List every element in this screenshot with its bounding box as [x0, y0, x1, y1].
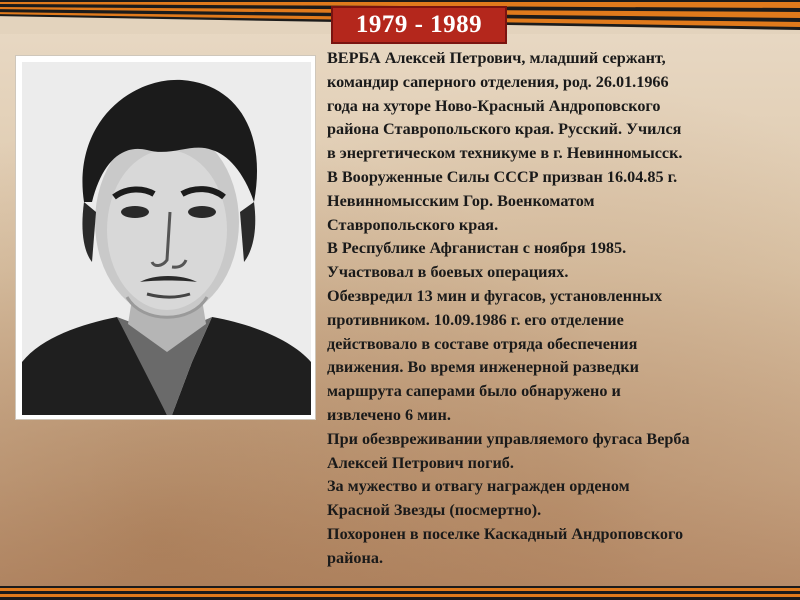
years-label: 1979 - 1989 [355, 11, 483, 38]
bio-line: ВЕРБА Алексей Петрович, младший сержант, [327, 49, 666, 67]
bio-line: Участвовал в боевых операциях. [327, 263, 569, 282]
bio-line: командир саперного отделения, род. 26.01.1966 [327, 72, 669, 91]
bio-line: В Вооруженные Силы СССР призван 16.04.85 г. [327, 167, 678, 186]
bio-line: извлечено 6 мин. [327, 405, 451, 424]
bio-line: противником. 10.09.1986 г. его отделение [327, 310, 624, 329]
bio-line: Невинномысским Гор. Военкоматом [327, 191, 595, 210]
bio-line: района Ставропольского края. Русский. Учился [327, 120, 682, 139]
st-george-ribbon-bottom [0, 586, 800, 600]
bio-line: действовало в составе отряда обеспечения [327, 334, 638, 353]
bio-line: Алексей Петрович погиб. [327, 453, 514, 472]
bio-line: Красной Звезды (посмертно). [327, 501, 542, 520]
portrait-icon [22, 62, 311, 415]
bio-line: При обезвреживании управляемого фугаса Верба [327, 429, 690, 448]
bio-line: Ставропольского края. [327, 215, 499, 234]
bio-line: В Республике Афганистан с ноября 1985. [327, 239, 627, 258]
years-badge [331, 6, 507, 44]
bio-line: года на хуторе Ново-Красный Андроповского [327, 96, 661, 115]
bio-line: Обезвредил 13 мин и фугасов, установленных [327, 286, 663, 305]
biography-text [327, 47, 787, 571]
bio-line: района. [327, 548, 383, 567]
bio-line: Похоронен в поселке Каскадный Андроповского [327, 524, 684, 543]
portrait-photo [15, 55, 316, 420]
bio-line: в энергетическом техникуме в г. Невинномысск. [327, 144, 683, 163]
bio-line: маршрута саперами было обнаружено и [327, 382, 621, 401]
bio-line: движения. Во время инженерной разведки [327, 358, 639, 377]
bio-line: За мужество и отвагу награжден орденом [327, 477, 630, 496]
